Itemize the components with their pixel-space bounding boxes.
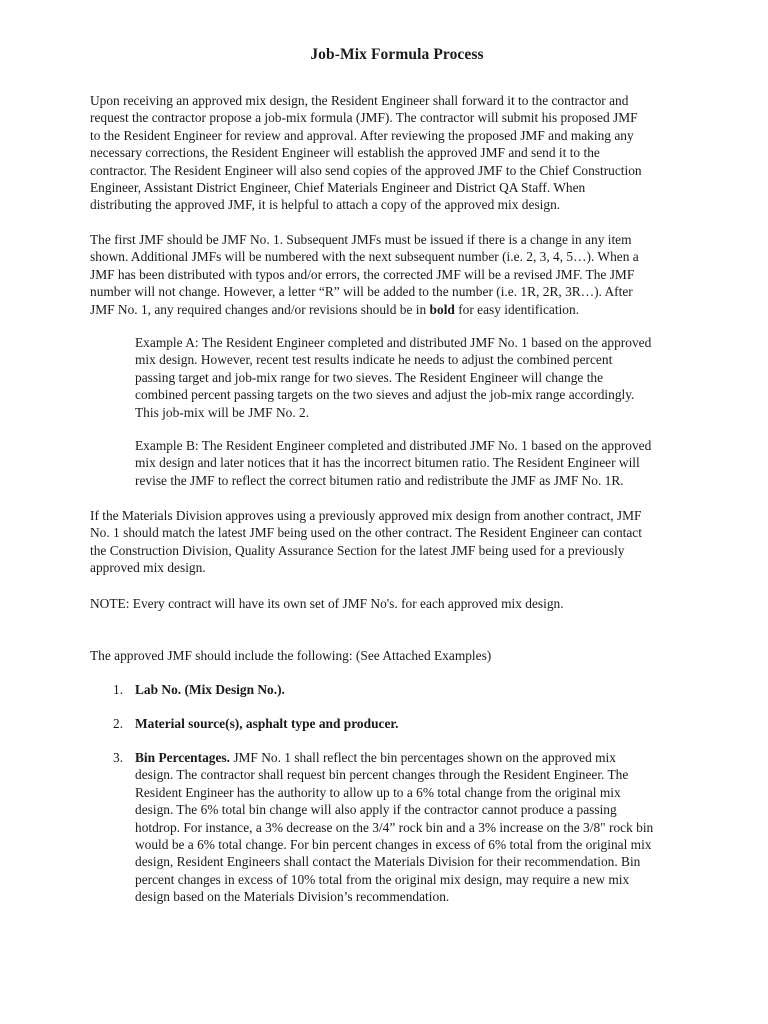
list-item-text: JMF No. 1 shall reflect the bin percentages shown on the approved mix design. The contractor shall request bin percent changes through the Resident Engineer. The Resident Engineer has the authority to allow up to a 6% total change from the original mix design. The 6% total bin change will also apply if the contractor cannot produce a passing hotdrop. For instance, a 3% decrease on the 3/4” rock bin and a 3% increase on the 3/8" rock bin would be a 6% total change. For bin percent changes in excess of 6% total from the original mix design, Resident Engineers shall contact the Materials Division for their recommendation. Bin percent changes in excess of 10% total from the original mix design, may require a new mix design based on the Materials Division’s recommendation. (135, 750, 654, 905)
list-item-heading: Lab No. (Mix Design No.). (135, 682, 285, 697)
paragraph-intro: Upon receiving an approved mix design, the Resident Engineer shall forward it to the contractor and request the contractor propose a job-mix formula (JMF). The contractor will submit his proposed JMF to the Resident Engineer for review and approval. After reviewing the proposed JMF and making any necessary corrections, the Resident Engineer will establish the approved JMF and send it to the contractor. The Resident Engineer will also send copies of the approved JMF to the Chief Construction Engineer, Assistant District Engineer, Chief Materials Engineer and District QA Staff. When distributing the approved JMF, it is helpful to attach a copy of the approved mix design. (90, 93, 642, 213)
list-item-body (135, 749, 730, 906)
list-item-heading: Bin Percentages. (135, 750, 230, 765)
list-item-heading: Material source(s), asphalt type and producer. (135, 716, 399, 731)
page-title: Job-Mix Formula Process (310, 46, 484, 63)
example-a: Example A: The Resident Engineer completed and distributed JMF No. 1 based on the approved mix design. However, recent test results indicate he needs to adjust the combined percent passing target and job-mix range for two sieves. The Resident Engineer will change the combined percent passing targets on the two sieves and adjust the job-mix range accordingly. This job-mix will be JMF No. 2. (135, 335, 652, 420)
example-b: Example B: The Resident Engineer completed and distributed JMF No. 1 based on the approved mix design and later notices that it has the incorrect bitumen ratio. The Resident Engineer will revise the JMF to reflect the correct bitumen ratio and redistribute the JMF as JMF No. 1R. (135, 438, 652, 488)
paragraph-jmf-numbering (90, 231, 730, 318)
paragraph-jmf-numbering-text: The first JMF should be JMF No. 1. Subsequent JMFs must be issued if there is a change in any item shown. Additional JMFs will be numbered with the next subsequent number (i.e. 2, 3, 4, 5…). When a JMF has been distributed with typos and/or errors, the corrected JMF will be a revised JMF. The JMF number will not change. However, a letter “R” will be added to the number (i.e. 1R, 2R, 3R…). After JMF No. 1, any required changes and/or revisions should be in (90, 232, 639, 317)
paragraph-materials-division: If the Materials Division approves using a previously approved mix design from another contract, JMF No. 1 should match the latest JMF being used on the other contract. The Resident Engineer can contact the Construction Division, Quality Assurance Section for the latest JMF being used for a previously approved mix design. (90, 508, 642, 576)
list-item-body (135, 715, 730, 732)
list-item-number: 1. (113, 682, 124, 697)
paragraph-jmf-numbering-end: for easy identification. (454, 301, 580, 317)
bold-word: bold (429, 301, 455, 317)
note: NOTE: Every contract will have its own set of JMF No's. for each approved mix design. (90, 596, 564, 611)
list-item-number: 3. (113, 750, 124, 765)
list-item-body (135, 681, 730, 698)
paragraph-jmf-contents: The approved JMF should include the following: (See Attached Examples) (90, 648, 492, 663)
list-item-number: 2. (113, 716, 124, 731)
